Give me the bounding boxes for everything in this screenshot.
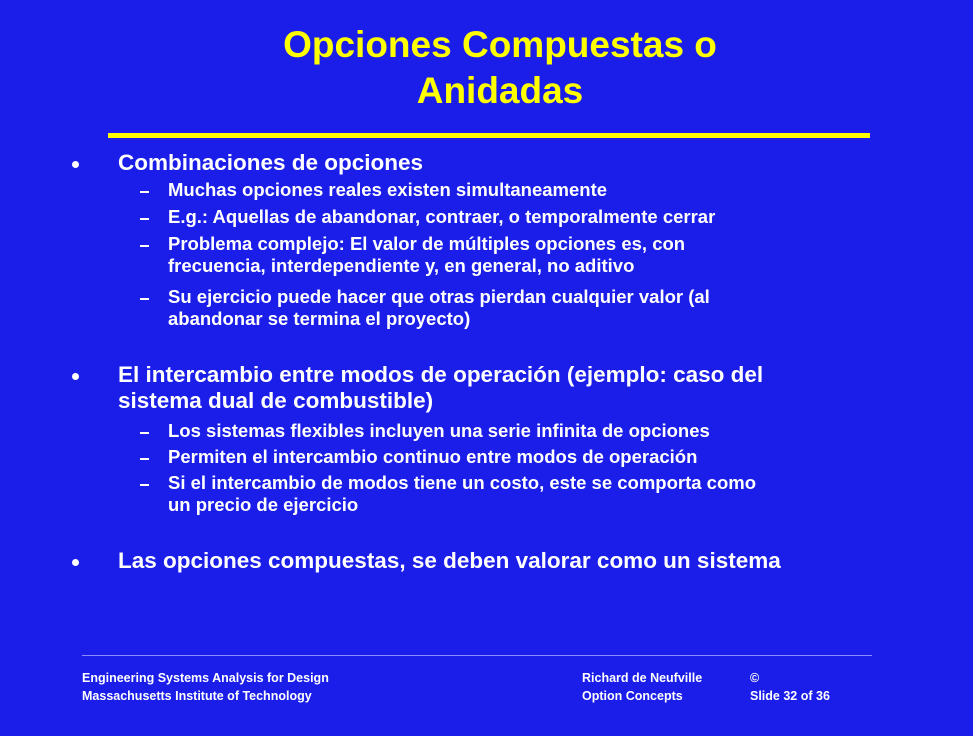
bullet-compuestas — [74, 548, 944, 574]
title-line-1: Opciones Compuestas o — [283, 24, 717, 65]
sub-bullet-text-continued: un precio de ejercicio — [168, 494, 359, 515]
sub-bullet — [140, 286, 940, 330]
bullet-combinaciones — [74, 150, 944, 176]
footer-middle — [582, 669, 702, 705]
bullet-text-continued: sistema dual de combustible) — [118, 388, 434, 413]
sub-bullet — [140, 233, 940, 277]
bullet-dot-icon — [72, 373, 79, 380]
sub-bullet-text: Permiten el intercambio continuo entre modos de operación — [168, 446, 698, 467]
footer-institution: Massachusetts Institute of Technology — [82, 689, 312, 703]
sub-bullet-text: Los sistemas flexibles incluyen una serie infinita de opciones — [168, 420, 710, 441]
sub-bullet-text: Muchas opciones reales existen simultaneamente — [168, 179, 608, 200]
sub-bullet — [140, 206, 940, 228]
title-line-2: Anidadas — [416, 70, 584, 111]
dash-icon — [140, 484, 149, 486]
footer-divider — [82, 655, 872, 656]
sub-bullet-text: Problema complejo: El valor de múltiples opciones es, con — [168, 233, 686, 254]
bullet-dot-icon — [72, 559, 79, 566]
sub-bullet — [140, 179, 940, 201]
dash-icon — [140, 218, 149, 220]
bullet-dot-icon — [72, 161, 79, 168]
footer-slide-number: Slide 32 of 36 — [750, 689, 830, 703]
title-underline — [108, 133, 870, 138]
footer-course: Engineering Systems Analysis for Design — [82, 671, 329, 685]
dash-icon — [140, 458, 149, 460]
slide-title — [200, 22, 800, 114]
sub-bullet — [140, 446, 940, 468]
footer-right — [750, 669, 830, 705]
sub-bullet — [140, 420, 940, 442]
sub-bullet-text: Su ejercicio puede hacer que otras pierdan cualquier valor (al — [168, 286, 710, 307]
dash-icon — [140, 245, 149, 247]
footer-author: Richard de Neufville — [582, 671, 703, 685]
footer-left — [82, 669, 329, 705]
sub-bullet-text: E.g.: Aquellas de abandonar, contraer, o temporalmente cerrar — [168, 206, 716, 227]
copyright-icon: © — [750, 671, 760, 685]
dash-icon — [140, 432, 149, 434]
sub-bullet — [140, 472, 940, 516]
dash-icon — [140, 191, 149, 193]
footer-topic: Option Concepts — [582, 689, 683, 703]
bullet-text: Combinaciones de opciones — [118, 150, 424, 175]
bullet-intercambio — [74, 362, 944, 414]
sub-bullet-text-continued: frecuencia, interdependiente y, en general, no aditivo — [168, 255, 635, 276]
sub-bullet-text: Si el intercambio de modos tiene un costo, este se comporta como — [168, 472, 757, 493]
dash-icon — [140, 298, 149, 300]
sub-bullet-text-continued: abandonar se termina el proyecto) — [168, 308, 471, 329]
bullet-text: El intercambio entre modos de operación (ejemplo: caso del — [118, 362, 764, 387]
bullet-text: Las opciones compuestas, se deben valorar como un sistema — [118, 548, 781, 573]
